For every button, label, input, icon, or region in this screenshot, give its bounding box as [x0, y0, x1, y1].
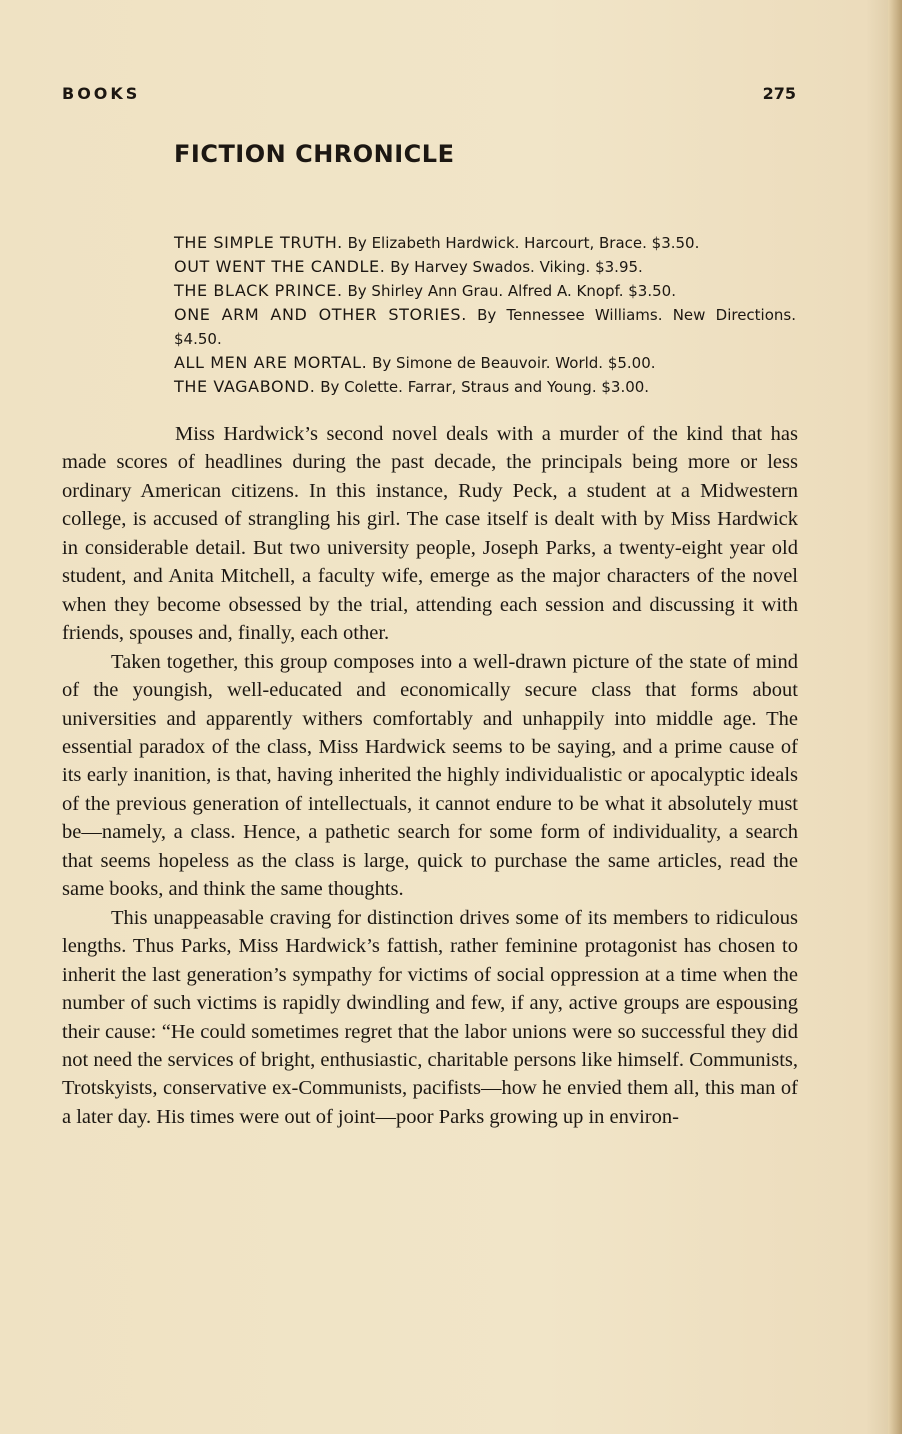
book-details: By Harvey Swados. Viking. $3.95. [390, 258, 643, 276]
book-entry [174, 255, 796, 279]
book-details: By Shirley Ann Grau. Alfred A. Knopf. $3.50. [347, 282, 676, 300]
book-details: By Simone de Beauvoir. World. $5.00. [372, 354, 656, 372]
body-paragraph: This unappeasable craving for distinction drives some of its members to ridiculous lengths. Thus Parks, Miss Hardwick’s fattish, rather feminine protagonist has chosen to inherit the last generation’s sympathy for victims of social oppression at a time when the number of such victims is rapidly dwindling and few, if any, active groups are espousing their cause: “He could sometimes regret that the labor unions were so successful they did not need the services of bright, enthusiastic, charitable persons like himself. Communists, Trotskyists, conservative ex-Communists, pacifists—how he envied them all, this man of a later day. His times were out of joint—poor Parks growing up in environ- [62, 906, 798, 1128]
book-title: THE VAGABOND. [174, 377, 316, 396]
book-entry [174, 231, 796, 255]
book-details: By Tennessee Williams. New Directions. $4.50. [174, 306, 796, 348]
page-number: 275 [762, 84, 796, 103]
book-entry [174, 279, 796, 303]
article-title: FICTION CHRONICLE [174, 140, 455, 168]
book-details: By Colette. Farrar, Straus and Young. $3.00. [320, 378, 650, 396]
book-entry [174, 303, 796, 351]
book-title: ONE ARM AND OTHER STORIES. [174, 305, 467, 324]
body-paragraph: Taken together, this group composes into a well-drawn picture of the state of mind of the youngish, well-educated and economically secure class that forms about universities and apparently withers comfortably and unhappily into middle age. The essential paradox of the class, Miss Hardwick seems to be saying, and a prime cause of its early inanition, is that, having inherited the highly individualistic or apocalyptic ideals of the previous generation of intellectuals, it cannot endure to be what it absolutely must be—namely, a class. Hence, a pathetic search for some form of individuality, a search that seems hopeless as the class is large, quick to purchase the same articles, read the same books, and think the same thoughts. [62, 650, 798, 901]
book-title: OUT WENT THE CANDLE. [174, 257, 386, 276]
book-entry [174, 375, 796, 399]
book-title: THE SIMPLE TRUTH. [174, 233, 343, 252]
book-entry [174, 351, 796, 375]
section-label: BOOKS [62, 84, 141, 103]
page-binding-edge [888, 0, 902, 1434]
reviewed-books-list [174, 231, 796, 399]
book-title: THE BLACK PRINCE. [174, 281, 343, 300]
book-title: ALL MEN ARE MORTAL. [174, 353, 368, 372]
running-head [62, 84, 796, 103]
body-paragraph: Miss Hardwick’s second novel deals with a murder of the kind that has made scores of headlines during the past decade, the principals being more or less ordinary American citizens. In this instance, Rudy Peck, a student at a Midwestern college, is accused of strangling his girl. The case itself is dealt with by Miss Hardwick in considerable detail. But two university people, Joseph Parks, a twenty-eight year old student, and Anita Mitchell, a faculty wife, emerge as the major characters of the novel when they become obsessed by the trial, attending each session and discussing it with friends, spouses and, finally, each other. [62, 423, 798, 645]
book-details: By Elizabeth Hardwick. Harcourt, Brace. $3.50. [347, 234, 700, 252]
review-body [62, 420, 798, 1131]
